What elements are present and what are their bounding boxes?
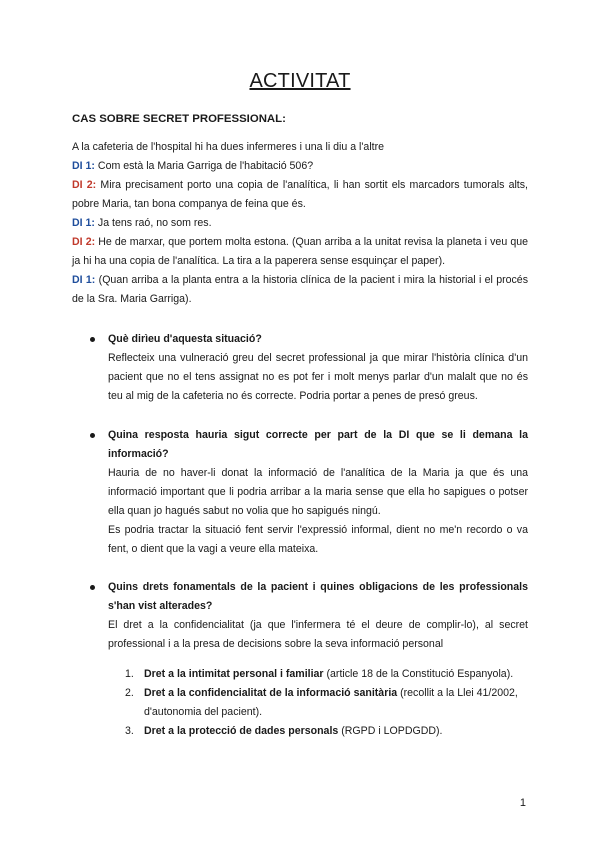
dialogue-line	[72, 157, 528, 176]
right-reference: (article 18 de la Constitució Espanyola).	[323, 668, 514, 680]
answer-text: Hauria de no haver-li donat la informació de l'analítica de la Maria ja que és una informació important que li podria arribar a la maria sense que ella ho sapigues o potser ella quan jo hagués sabut no volia que ho sapigués ningú.	[108, 467, 528, 517]
page-title: ACTIVITAT	[249, 70, 351, 92]
list-item	[125, 665, 528, 684]
list-number: 1.	[125, 668, 134, 680]
answer-text: Es podria tractar la situació fent servir l'expressió informal, dient no me'n recordo o va fent, o dient que la vagi a veure ella mateixa.	[108, 524, 528, 555]
speaker-label: DI 1:	[72, 160, 95, 172]
page-number: 1	[519, 797, 526, 809]
list-number: 3.	[125, 725, 134, 737]
dialogue-text: Mira precisament porto una copia de l'analítica, li han sortit els marcadors tumorals alts, pobre Maria, tan bona companya de feina que és.	[72, 179, 528, 210]
speaker-label: DI 1:	[72, 217, 95, 229]
bullet-icon	[90, 337, 95, 342]
dialogue-text: He de marxar, que portem molta estona. (Quan arriba a la unitat revisa la planeta i veu que ja hi ha una copia de l'analítica. La tira a la paperera sense esquinçar el paper).	[72, 236, 528, 267]
question-title: Què dirìeu d'aquesta situació?	[108, 333, 262, 345]
question-title: Quina resposta hauria sigut correcte per part de la DI que se li demana la informació?	[108, 429, 528, 460]
dialogue-text: Com està la Maria Garriga de l'habitació 506?	[94, 160, 314, 172]
dialogue-text: Ja tens raó, no som res.	[94, 217, 212, 229]
speaker-label: DI 2:	[72, 179, 97, 191]
dialogue-text: (Quan arriba a la planta entra a la historia clínica de la pacient i mira la historial i el procés de la Sra. Maria Garriga).	[72, 274, 528, 305]
dialogue-line	[72, 233, 528, 271]
list-item	[125, 722, 528, 741]
right-name: Dret a la intimitat personal i familiar	[144, 668, 324, 680]
dialogue-section	[72, 138, 528, 309]
right-name: Dret a la protecció de dades personals	[144, 725, 339, 737]
speaker-label: DI 2:	[72, 236, 96, 248]
question-item	[108, 426, 528, 559]
dialogue-line	[72, 176, 528, 214]
answer-text: Reflecteix una vulneració greu del secret professional ja que mirar l'història clínica d'un pacient que no el tens assignat no es pot fer i molt menys parlar d'un malalt que no és teu al mig de la cafeteria no és correcte. Podria portar a penes de presó greus.	[108, 352, 528, 402]
dialogue-line	[72, 271, 528, 309]
rights-list	[125, 665, 528, 741]
bullet-icon	[90, 433, 95, 438]
right-name: Dret a la confidencialitat de la informació sanitària	[144, 687, 398, 699]
dialogue-line	[72, 214, 528, 233]
speaker-label: DI 1:	[72, 274, 96, 286]
question-item	[108, 330, 528, 406]
question-item	[108, 578, 528, 654]
list-item	[125, 684, 528, 722]
bullet-icon	[90, 585, 95, 590]
list-number: 2.	[125, 687, 134, 699]
intro-text: A la cafeteria de l'hospital hi ha dues infermeres i una li diu a l'altre	[72, 141, 385, 153]
right-reference: (RGPD i LOPDGDD).	[338, 725, 443, 737]
case-heading: CAS SOBRE SECRET PROFESSIONAL:	[72, 113, 286, 125]
question-title: Quins drets fonamentals de la pacient i quines obligacions de les professionals s'han vist alterades?	[108, 581, 528, 612]
right-reference: (recollit a la Llei 41/2002, d'autonomia del pacient).	[144, 687, 518, 718]
answer-text: El dret a la confidencialitat (ja que l'infermera té el deure de complir-lo), al secret professional i a la presa de decisions sobre la seva informació personal	[108, 619, 528, 650]
